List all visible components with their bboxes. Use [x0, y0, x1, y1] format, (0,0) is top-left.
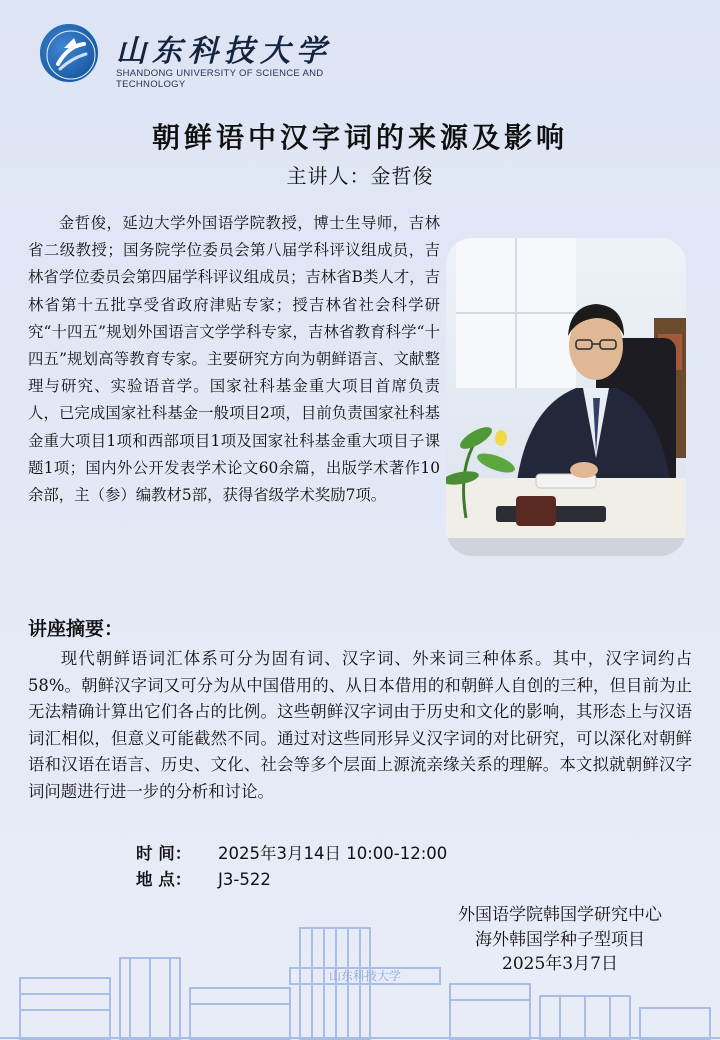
organizer-line-1: 外国语学院韩国学研究中心 [458, 905, 662, 925]
abstract-heading: 讲座摘要： [28, 618, 124, 640]
time-row [136, 840, 447, 864]
issue-date: 2025年3月7日 [502, 954, 618, 974]
organizer-block [410, 903, 710, 977]
abstract-text: 现代朝鲜语词汇体系可分为固有词、汉字词、外来词三种体系。其中，汉字词约占58%。朝鲜汉字词又可分为从中国借用的、从日本借用的和朝鲜人自创的三种，但目前为止无法精确计算出它们各占的比例。这些朝鲜汉字词由于历史和文化的影响，其形态上与汉语词汇相似，但意义可能截然不同。通过对这些同形异义汉字词的对比研究，可以深化对朝鲜语和汉语在语言、历史、文化、社会等多个层面上源流亲缘关系的理解。本文拟就朝鲜汉字词问题进行进一步的分析和讨论。 [28, 649, 692, 801]
university-name-cn: 山东科技大学 [116, 34, 332, 69]
university-seal-icon [38, 22, 100, 84]
time-label: 时 间： [136, 844, 192, 863]
speaker-photo [446, 238, 686, 556]
place-value: J3-522 [218, 870, 271, 889]
place-label: 地 点： [136, 870, 192, 889]
university-logo [38, 20, 358, 90]
organizer-line-2: 海外韩国学种子型项目 [475, 929, 645, 950]
lecture-title: 朝鲜语中汉字词的来源及影响 [151, 121, 568, 154]
speaker-line: 主讲人：金哲俊 [286, 164, 434, 188]
speaker-bio: 金哲俊，延边大学外国语学院教授，博士生导师，吉林省二级教授；国务院学位委员会第八届学科评议组成员，吉林省学位委员会第四届学科评议组成员；吉林省B类人才，吉林省第十五批享受省政府津贴专家；授吉林省社会科学研究“十四五”规划外国语言文学学科专家，吉林省教育科学“十四五”规划高等教育专家。主要研究方向为朝鲜语言、文献整理与研究、实验语音学。国家社科基金重大项目首席负责人，已完成国家社科基金一般项目2项，目前负责国家社科基金重大项目1项和西部项目1项及国家社科基金重大项目子课题1项；国内外公开发表学术论文60余篇，出版学术著作10余部，主（参）编教材5部，获得省级学术奖励7项。 [28, 214, 440, 505]
place-row [136, 866, 271, 890]
gate-text: 山东科技大学 [328, 969, 402, 983]
university-name-en: SHANDONG UNIVERSITY OF SCIENCE AND TECHNOLOGY [116, 68, 324, 90]
time-value: 2025年3月14日 10:00-12:00 [218, 844, 448, 863]
